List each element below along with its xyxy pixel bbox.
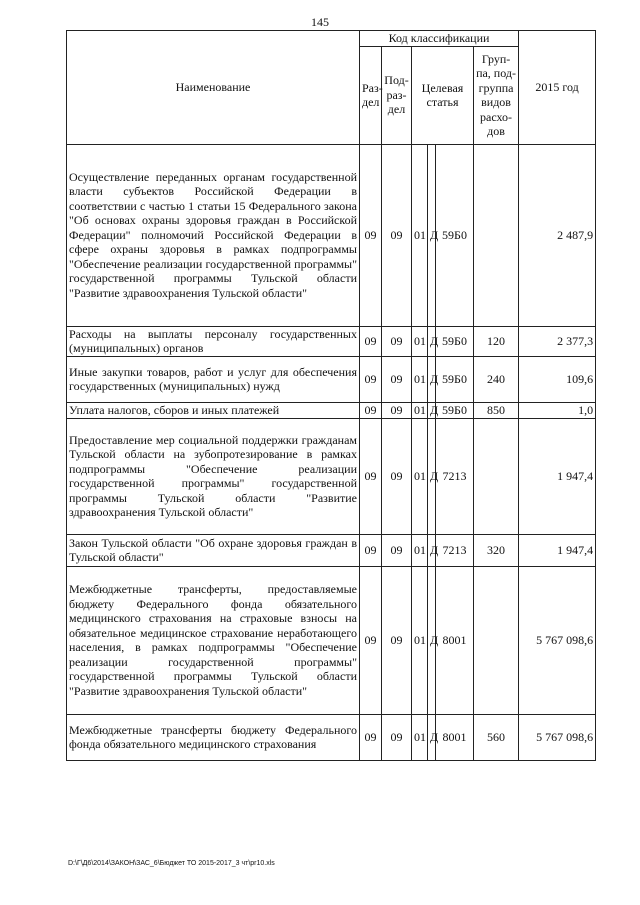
header-gruppa: Груп-па, под-группа видов расхо-дов [474,46,519,144]
row-cs-code: 8001 [436,566,474,714]
table-row [67,534,596,566]
row-cs-code: 59Б0 [436,402,474,418]
row-cs-program: 01 [412,534,428,566]
row-name: Предоставление мер социальной поддержки гражданам Тульской области на зубопротезирование в рамках подпрограммы "Обеспечение реализации государственной программы" государственной программы Тульской области "Развитие здравоохранения Тульской области" [67,418,360,534]
row-name: Уплата налогов, сборов и иных платежей [67,402,360,418]
table-row [67,144,596,326]
row-razdel: 09 [360,144,382,326]
row-razdel: 09 [360,566,382,714]
row-cs-program: 01 [412,418,428,534]
header-celevaya: Целевая статья [412,46,474,144]
row-podrazdel: 09 [382,144,412,326]
row-amount: 2 377,3 [519,326,596,356]
table-row [67,418,596,534]
row-amount: 1 947,4 [519,418,596,534]
row-razdel: 09 [360,326,382,356]
row-podrazdel: 09 [382,714,412,760]
row-cs-sub: Д [428,714,436,760]
row-cs-program: 01 [412,566,428,714]
row-cs-sub: Д [428,356,436,402]
row-podrazdel: 09 [382,402,412,418]
row-vid: 320 [474,534,519,566]
row-amount: 1,0 [519,402,596,418]
row-name: Осуществление переданных органам государственной власти субъектов Российской Федерации в соответствии с частью 1 статьи 15 Федерального закона "Об основах охраны здоровья граждан в Российской Федерации" полномочий Российской Федерации в сфере охраны здоровья в рамках подпрограммы "Обеспечение реализации государственной программы" государственной программы Тульской области "Развитие здравоохранения Тульской области" [67,144,360,326]
table-row [67,326,596,356]
row-vid [474,566,519,714]
row-cs-code: 59Б0 [436,144,474,326]
row-vid: 560 [474,714,519,760]
row-podrazdel: 09 [382,418,412,534]
row-cs-program: 01 [412,356,428,402]
header-podrazdel: Под-раз-дел [382,46,412,144]
table-row [67,714,596,760]
row-vid [474,144,519,326]
header-name: Наименование [67,31,360,145]
table-row [67,566,596,714]
row-cs-program: 01 [412,144,428,326]
row-amount: 5 767 098,6 [519,714,596,760]
row-cs-sub: Д [428,534,436,566]
header-code: Код классификации [360,31,519,47]
row-vid [474,418,519,534]
row-vid: 850 [474,402,519,418]
row-cs-sub: Д [428,144,436,326]
row-name: Межбюджетные трансферты, предоставляемые бюджету Федерального фонда обязательного медицинского страхования на страховые взносы на обязательное медицинское страхование неработающего населения, в рамках подпрограммы "Обеспечение реализации государственной программы" государственной программы Тульской области "Развитие здравоохранения Тульской области" [67,566,360,714]
table-row [67,402,596,418]
budget-table [66,30,596,761]
row-razdel: 09 [360,356,382,402]
row-vid: 120 [474,326,519,356]
row-cs-code: 59Б0 [436,356,474,402]
row-amount: 109,6 [519,356,596,402]
row-cs-code: 59Б0 [436,326,474,356]
table-row [67,356,596,402]
row-podrazdel: 09 [382,534,412,566]
row-cs-code: 7213 [436,534,474,566]
header-year: 2015 год [519,31,596,145]
header-razdel: Раз-дел [360,46,382,144]
row-name: Закон Тульской области "Об охране здоровья граждан в Тульской области" [67,534,360,566]
row-cs-program: 01 [412,714,428,760]
row-amount: 5 767 098,6 [519,566,596,714]
row-amount: 1 947,4 [519,534,596,566]
row-cs-program: 01 [412,326,428,356]
row-podrazdel: 09 [382,566,412,714]
row-amount: 2 487,9 [519,144,596,326]
file-path-footer: D:\Г\Д6\2014\ЗАКОН\ЗАС_6\Бюджет ТО 2015-2017_3 чт\pr10.xls [68,860,275,867]
row-name: Иные закупки товаров, работ и услуг для обеспечения государственных (муниципальных) нужд [67,356,360,402]
row-cs-sub: Д [428,418,436,534]
row-cs-code: 8001 [436,714,474,760]
row-podrazdel: 09 [382,326,412,356]
row-vid: 240 [474,356,519,402]
row-cs-sub: Д [428,326,436,356]
row-razdel: 09 [360,402,382,418]
row-razdel: 09 [360,714,382,760]
page-number: 145 [311,15,329,29]
row-razdel: 09 [360,418,382,534]
row-razdel: 09 [360,534,382,566]
row-podrazdel: 09 [382,356,412,402]
row-name: Расходы на выплаты персоналу государственных (муниципальных) органов [67,326,360,356]
row-cs-program: 01 [412,402,428,418]
row-cs-sub: Д [428,402,436,418]
row-name: Межбюджетные трансферты бюджету Федерального фонда обязательного медицинского страхования [67,714,360,760]
row-cs-sub: Д [428,566,436,714]
row-cs-code: 7213 [436,418,474,534]
